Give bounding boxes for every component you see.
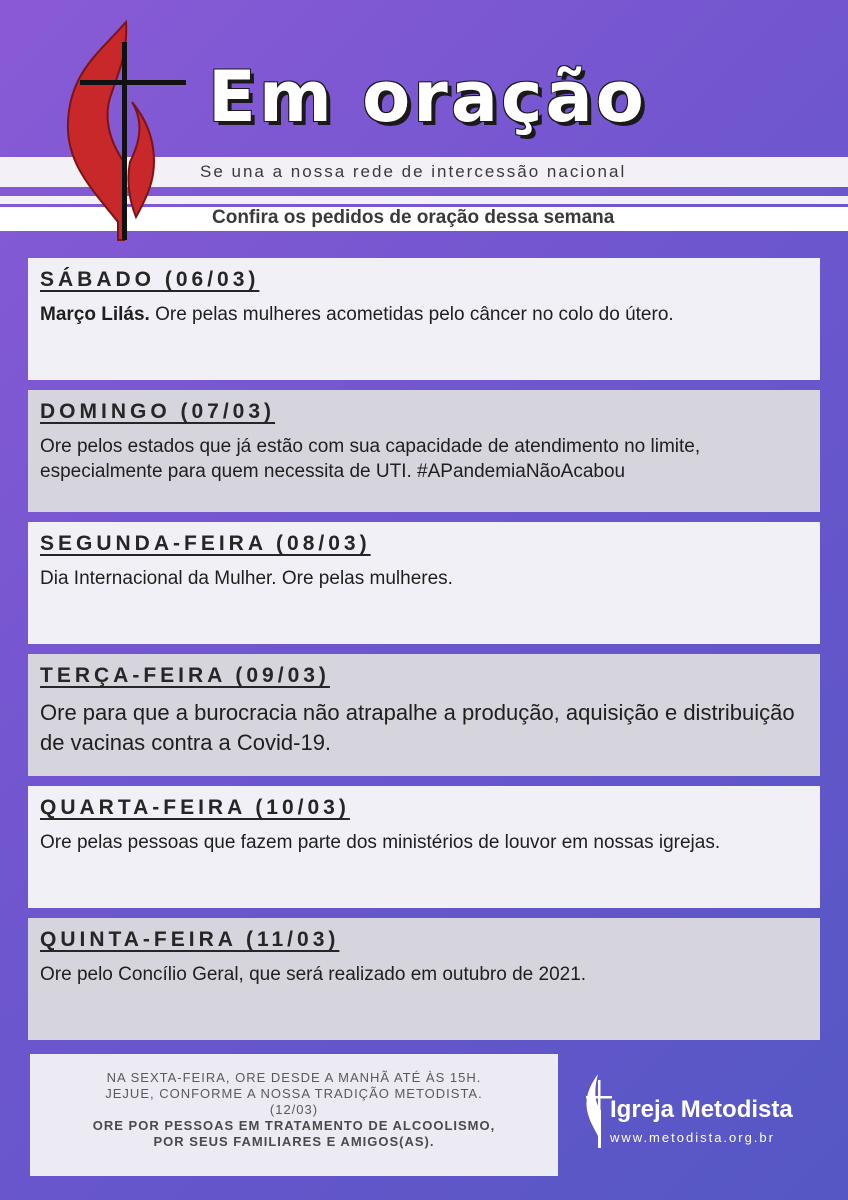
friday-note-line: JEJUE, CONFORME A NOSSA TRADIÇÃO METODISTA.: [105, 1086, 483, 1101]
brand-name: Igreja Metodista: [610, 1096, 793, 1123]
prayer-card-thursday: [28, 918, 820, 1040]
brand-url[interactable]: www.metodista.org.br: [610, 1130, 775, 1145]
prayer-text-body: Ore pelas mulheres acometidas pelo câncer no colo do útero.: [149, 304, 674, 325]
prayer-card-wednesday: [28, 786, 820, 908]
day-heading: QUARTA-FEIRA (10/03): [40, 796, 350, 819]
friday-note-line: ORE POR PESSOAS EM TRATAMENTO DE ALCOOLISMO,: [92, 1118, 496, 1133]
prayer-highlight: Março Lilás.: [40, 304, 150, 325]
week-heading: Confira os pedidos de oração dessa semana: [212, 207, 615, 228]
friday-note-line: NA SEXTA-FEIRA, ORE DESDE A MANHÃ ATÉ ÀS 15H.: [106, 1070, 482, 1085]
prayer-card-saturday: [28, 258, 820, 380]
prayer-card-sunday: [28, 390, 820, 512]
day-heading: SÁBADO (06/03): [40, 268, 260, 291]
prayer-text: [40, 302, 806, 327]
day-heading: DOMINGO (07/03): [40, 400, 276, 423]
small-cross-flame-icon: [580, 1070, 614, 1150]
prayer-text: Ore para que a burocracia não atrapalhe a produção, aquisição e distribuição de vacinas contra a Covid-19.: [40, 700, 795, 755]
prayer-text: Ore pelas pessoas que fazem parte dos ministérios de louvor em nossas igrejas.: [40, 832, 721, 853]
prayer-text: Dia Internacional da Mulher. Ore pelas mulheres.: [40, 568, 453, 589]
prayer-text: Ore pelo Concílio Geral, que será realizado em outubro de 2021.: [40, 964, 587, 985]
cross-and-flame-logo: [40, 12, 200, 244]
brand-block: [580, 1070, 820, 1150]
day-heading: QUINTA-FEIRA (11/03): [40, 928, 340, 951]
prayer-text: Ore pelos estados que já estão com sua capacidade de atendimento no limite, especialmente para quem necessita de UTI. #APandemiaNãoAcabou: [40, 436, 701, 482]
page-title: Em oração: [208, 56, 647, 138]
friday-note: [30, 1054, 558, 1176]
prayer-card-tuesday: [28, 654, 820, 776]
prayer-card-monday: [28, 522, 820, 644]
page-subtitle: Se una a nossa rede de intercessão nacional: [200, 162, 627, 181]
day-heading: TERÇA-FEIRA (09/03): [40, 664, 330, 687]
friday-note-line: POR SEUS FAMILIARES E AMIGOS(AS).: [153, 1134, 435, 1149]
friday-note-date: (12/03): [269, 1102, 319, 1117]
day-heading: SEGUNDA-FEIRA (08/03): [40, 532, 371, 555]
